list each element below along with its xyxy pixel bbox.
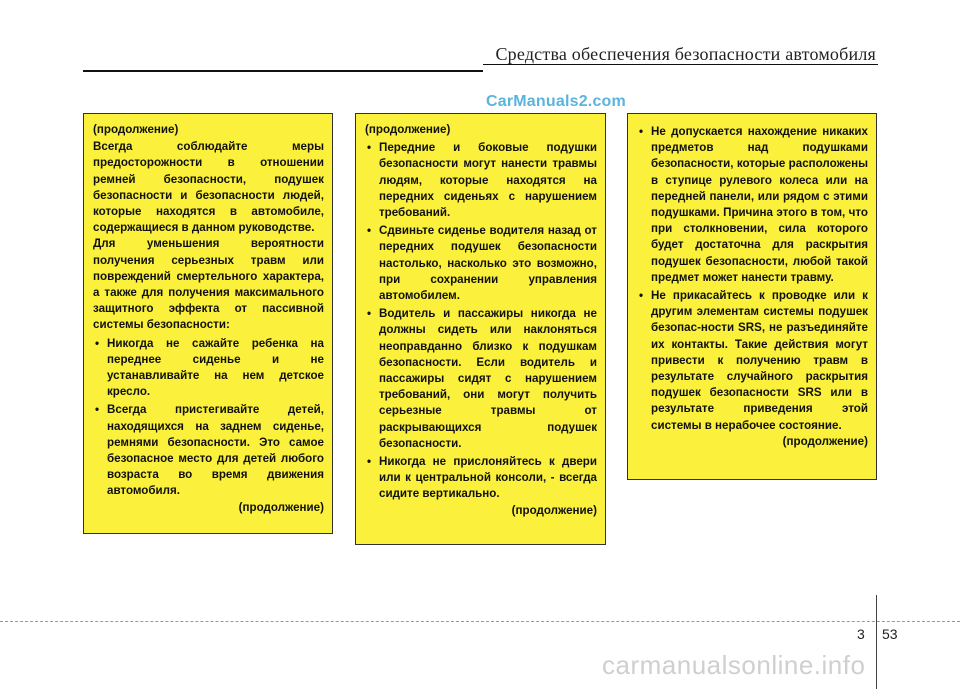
bullet-list: [637, 124, 868, 434]
list-item-text: Передние и боковые подушки безопасности могут нанести травмы людям, которые находятся на передних сиденьях с нарушением требований.: [379, 141, 597, 220]
list-item-text: Никогда не прислоняйтесь к двери или к центральной консоли, - всегда сидите вертикально.: [379, 455, 597, 501]
footer-divider: [0, 621, 960, 622]
warning-panel-1: [83, 113, 333, 534]
continued-label: (продолжение): [782, 434, 868, 448]
bullet-icon: •: [367, 224, 372, 238]
bullet-icon: •: [95, 336, 100, 350]
bullet-icon: •: [95, 403, 100, 417]
list-item-text: Не прикасайтесь к проводке или к другим элементам системы подушек безопас-ности SRS, не разъединяйте их контакты. Такие действия могут привести к получению травм в результате случайного раскрытия подушек безопасности SRS или в результате приведения этой системы в нерабочее состояние.: [651, 289, 868, 432]
chapter-number: 3: [857, 626, 865, 642]
paragraph: Всегда соблюдайте меры предосторожности в отношении ремней безопасности, подушек безопасности и безопасности людей, которые находятся в автомобиле, содержащиеся в данном руководстве.: [93, 140, 324, 235]
list-item: [637, 288, 868, 434]
bullet-icon: •: [367, 455, 372, 469]
bullet-icon: •: [367, 307, 372, 321]
site-watermark: carmanualsonline.info: [602, 650, 866, 680]
continued-label: (продолжение): [238, 500, 324, 514]
list-item: [365, 223, 597, 304]
footer-separator: [876, 595, 877, 689]
continued-label: (продолжение): [93, 123, 179, 136]
bullet-icon: •: [367, 141, 372, 155]
continued-label: (продолжение): [365, 123, 451, 136]
bullet-list: [93, 336, 324, 500]
list-item: [93, 336, 324, 401]
bullet-icon: •: [639, 289, 644, 303]
page-header-title: Средства обеспечения безопасности автомобиля: [495, 44, 876, 64]
warning-panel-3: [627, 113, 877, 480]
list-item: [365, 140, 597, 221]
bullet-list: [365, 140, 597, 502]
header-rule-thin: [483, 64, 878, 65]
list-item: [93, 402, 324, 499]
list-item: [637, 124, 868, 286]
warning-panel-2: [355, 113, 606, 545]
page-number: 53: [882, 626, 898, 642]
list-item: [365, 306, 597, 452]
list-item-text: Всегда пристегивайте детей, находящихся на заднем сиденье, ремнями безопасности. Это самое безопасное место для детей любого возраста во время движения автомобиля.: [107, 403, 324, 498]
continued-label: (продолжение): [511, 503, 597, 517]
header-rule: [83, 70, 483, 72]
list-item: [365, 454, 597, 503]
list-item-text: Не допускается нахождение никаких предметов над подушками безопасности, которые расположены в ступице рулевого колеса или на передней панели, или рядом с этими подушками. Причина этого в том, что при столкновении, сила которого будет достаточна для раскрытия подушек безопасности, любой такой предмет может нанести травму.: [651, 125, 868, 284]
paragraph: Для уменьшения вероятности получения серьезных травм или повреждений смертельного характера, а также для получения максимального защитного эффекта от пассивной системы безопасности:: [93, 237, 324, 332]
list-item-text: Никогда не сажайте ребенка на переднее сиденье и не устанавливайте на нем детское кресло.: [107, 336, 324, 399]
list-item-text: Сдвиньте сиденье водителя назад от передних подушек безопасности настолько, насколько это возможно, при сохранении управления автомобилем.: [379, 224, 597, 303]
watermark-carmanuals: CarManuals2.com: [486, 93, 626, 110]
list-item-text: Водитель и пассажиры никогда не должны сидеть или наклоняться неоправданно близко к подушкам безопасности. Если водитель и пассажиры сидят с нарушением требований, они могут получить серьезные травмы от раскрывающихся подушек безопасности.: [379, 307, 597, 450]
bullet-icon: •: [639, 125, 644, 138]
